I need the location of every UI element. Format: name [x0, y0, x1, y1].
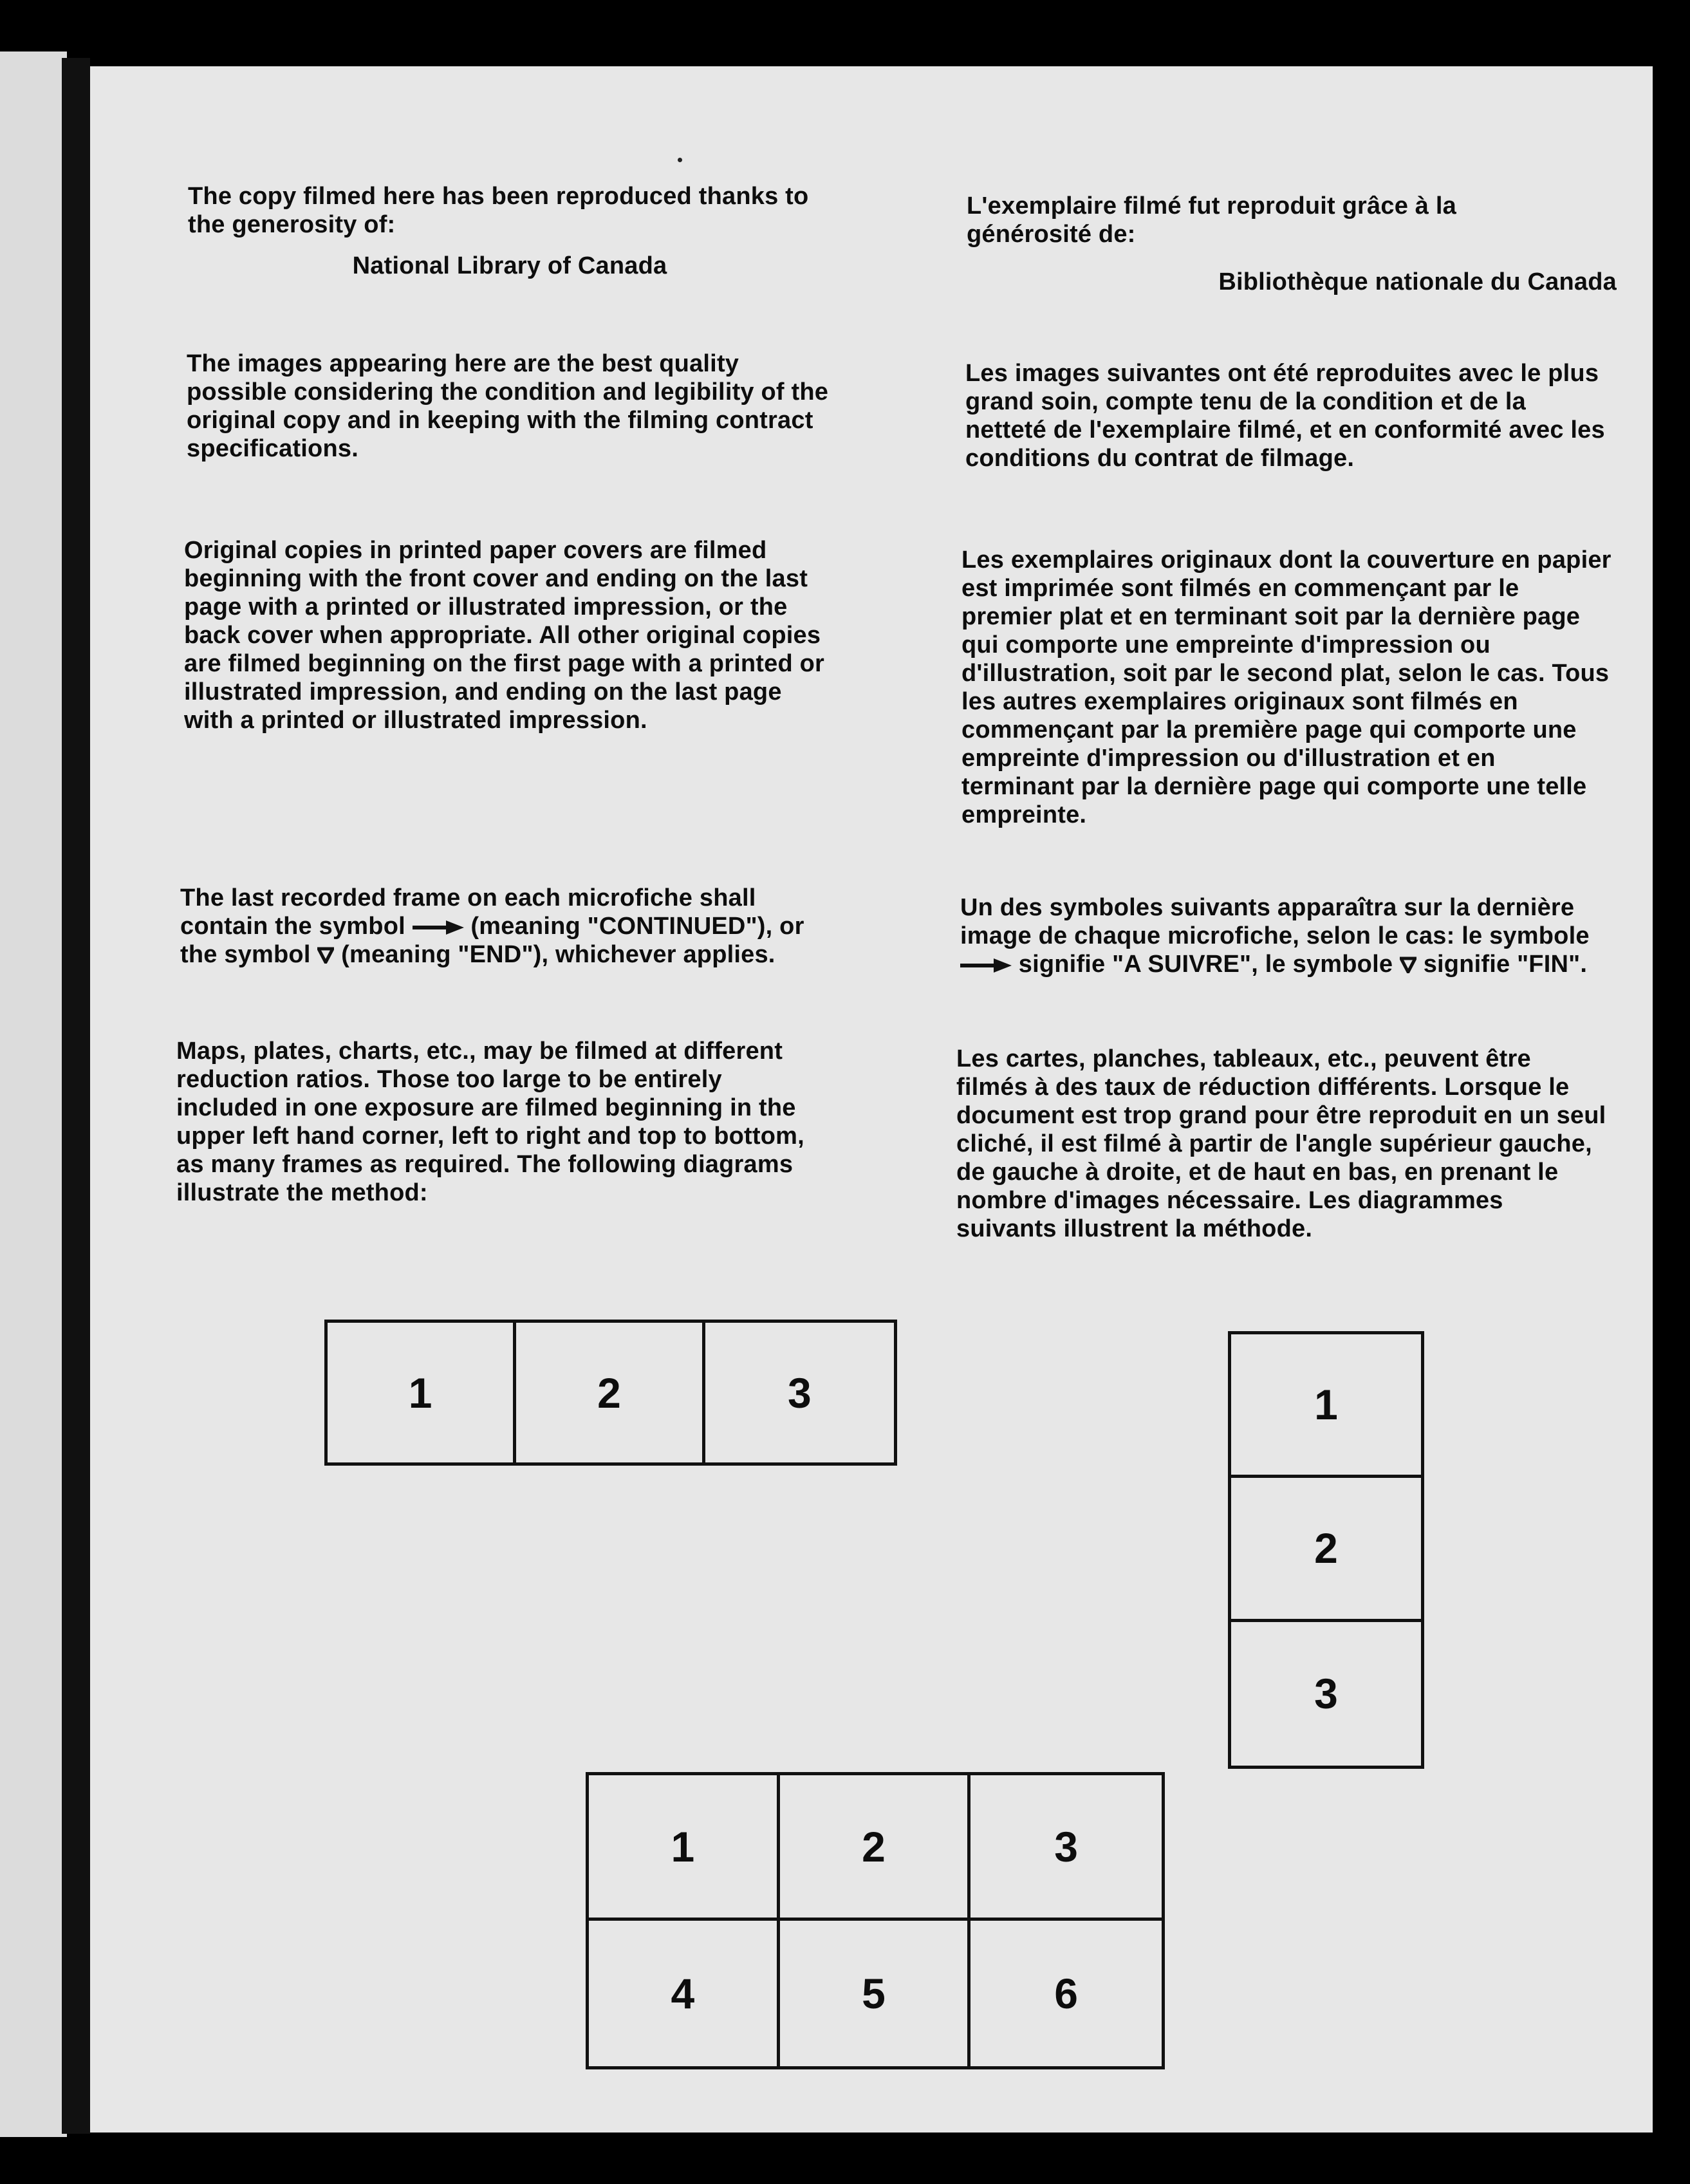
frame-cell: 2 — [516, 1323, 705, 1462]
english-maps-paragraph — [176, 1037, 820, 1207]
originals-text-fr: Les exemplaires originaux dont la couverture en papier est imprimée sont filmés en commençant par le premier plat et en terminant soit par la dernière page qui comporte une empreinte d'impression ou d'illustration, soit par le second plat, selon le cas. Tous les autres exemplaires originaux sont filmés en commençant par la première page qui comporte une empreinte d'impression ou d'illustration et en terminant par la dernière page qui comporte une telle empreinte. — [961, 546, 1611, 828]
frame-cell: 6 — [1054, 1970, 1079, 2017]
symbols-text-fr-a: Un des symboles suivants apparaîtra sur la dernière image de chaque microfiche, selon le cas: le symbole — [960, 894, 1590, 949]
symbols-text — [180, 884, 824, 969]
maps-text-fr: Les cartes, planches, tableaux, etc., peuvent être filmés à des taux de réduction différents. Lorsque le document est trop grand pour être reproduit en un seul cliché, il est filmé à partir de l'angle supérieur gauche, de gauche à droite, et de haut en bas, en prenant le nombre d'images nécessaire. Les diagrammes suivants illustrent la méthode. — [956, 1045, 1606, 1242]
originals-text: Original copies in printed paper covers are filmed beginning with the front cover and ending on the last page with a printed or illustrated impression, or the back cover when appropriate. All other original copies are filmed beginning on the first page with a printed or illustrated impression, and ending on the last page with a printed or illustrated impression. — [184, 537, 825, 734]
frame-cell: 4 — [589, 1921, 780, 2066]
binding-gap — [62, 58, 90, 2134]
maps-text: Maps, plates, charts, etc., may be filmed at different reduction ratios. Those too large to be entirely included in one exposure are filmed beginning in the upper left hand corner, left to right and top to bottom, as many frames as required. The following diagrams illustrate the method: — [176, 1038, 804, 1206]
institution-name-fr: Bibliothèque nationale du Canada — [1218, 268, 1617, 295]
frame-cell: 3 — [970, 1775, 1162, 1921]
frame-cell: 5 — [780, 1921, 971, 2066]
frame-cell: 3 — [1314, 1670, 1338, 1718]
frame-cell: 3 — [787, 1368, 812, 1417]
symbols-text-fr-b: signifie "A SUIVRE", le symbole — [1018, 951, 1393, 978]
frame-cell: 1 — [589, 1775, 780, 1921]
english-symbols-paragraph — [180, 884, 824, 969]
english-column — [188, 182, 928, 280]
right-arrow-icon — [413, 920, 464, 935]
diagram-row-of-three — [324, 1320, 897, 1466]
symbols-text-b: (meaning "CONTINUED"), or the symbol — [180, 913, 804, 968]
credit-intro: The copy filmed here has been reproduced thanks to the generosity of: — [188, 183, 809, 238]
frame-cell: 1 — [328, 1323, 516, 1462]
french-originals-paragraph — [961, 546, 1611, 829]
adjacent-page-edge — [0, 51, 67, 2137]
right-arrow-icon — [960, 958, 1012, 973]
down-triangle-icon — [317, 947, 334, 964]
frame-cell: 2 — [1231, 1478, 1421, 1621]
symbols-text-fr — [960, 893, 1604, 978]
diagram-grid-two-by-three — [586, 1772, 1165, 2069]
french-quality-paragraph — [965, 359, 1609, 472]
symbols-text-a: The last recorded frame on each microfiche shall contain the symbol — [180, 884, 756, 940]
english-quality-paragraph — [187, 350, 830, 463]
quality-text-fr: Les images suivantes ont été reproduites avec le plus grand soin, compte tenu de la condition et de la netteté de l'exemplaire filmé, et en conformité avec les conditions du contrat de filmage. — [965, 360, 1605, 472]
down-triangle-icon — [1400, 957, 1416, 973]
diagram-column-of-three — [1228, 1331, 1424, 1769]
institution-name: National Library of Canada — [352, 252, 667, 279]
french-maps-paragraph — [956, 1045, 1606, 1243]
credit-intro-fr: L'exemplaire filmé fut reproduit grâce à la générosité de: — [967, 192, 1456, 248]
frame-cell: 1 — [1231, 1334, 1421, 1478]
frame-cell: 2 — [780, 1775, 971, 1921]
symbols-text-fr-c: signifie "FIN". — [1423, 951, 1588, 978]
french-symbols-paragraph — [960, 893, 1604, 978]
document-page — [90, 66, 1653, 2133]
quality-text: The images appearing here are the best quality possible considering the condition and legibility of the original copy and in keeping with the filming contract specifications. — [187, 350, 829, 462]
french-column — [967, 192, 1617, 296]
speck — [678, 158, 682, 162]
english-originals-paragraph — [184, 536, 828, 734]
symbols-text-c: (meaning "END"), whichever applies. — [341, 941, 775, 968]
